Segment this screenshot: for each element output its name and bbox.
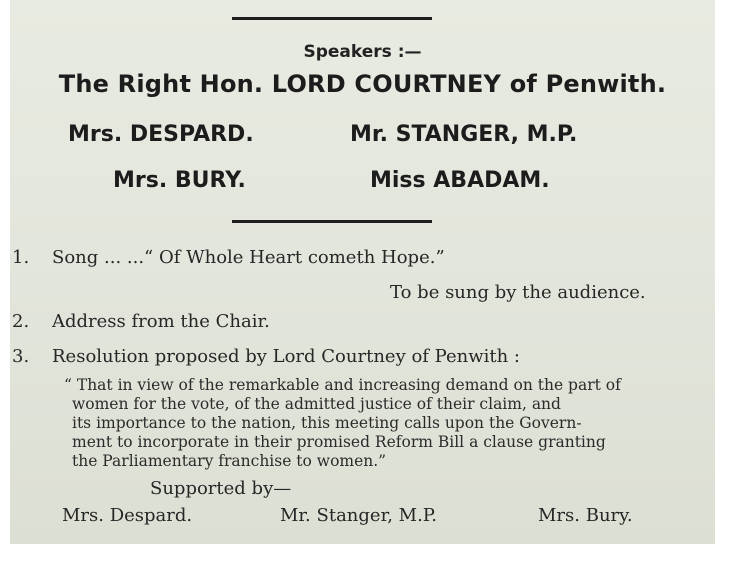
resolution-line: women for the vote, of the admitted justice of their claim, and [72, 395, 561, 413]
speaker-bury: Mrs. BURY. [113, 168, 246, 193]
supporter-bury: Mrs. Bury. [538, 505, 633, 526]
supported-by-label: Supported by— [150, 478, 292, 499]
item-1-note: To be sung by the audience. [390, 282, 646, 303]
resolution-text [64, 376, 676, 471]
speaker-abadam: Miss ABADAM. [370, 168, 550, 193]
resolution-line: its importance to the nation, this meeting calls upon the Govern- [72, 414, 582, 432]
top-rule [232, 17, 432, 20]
item-2-number: 2. [12, 311, 30, 332]
speaker-stanger: Mr. STANGER, M.P. [350, 122, 578, 147]
speakers-label: Speakers :— [303, 42, 422, 62]
supporter-despard: Mrs. Despard. [62, 505, 193, 526]
item-1-number: 1. [12, 247, 30, 268]
item-1-text: Song ... ...“ Of Whole Heart cometh Hope.” [52, 247, 445, 268]
speaker-despard: Mrs. DESPARD. [68, 122, 254, 147]
resolution-line: “ That in view of the remarkable and increasing demand on the part of [64, 376, 621, 394]
programme-page [10, 0, 715, 544]
resolution-line: ment to incorporate in their promised Reform Bill a clause granting [72, 433, 606, 451]
middle-rule [232, 220, 432, 223]
item-2-text: Address from the Chair. [52, 311, 270, 332]
item-3-number: 3. [12, 346, 30, 367]
main-speaker: The Right Hon. LORD COURTNEY of Penwith. [58, 70, 667, 98]
item-3-text: Resolution proposed by Lord Courtney of Penwith : [52, 346, 520, 367]
supporter-stanger: Mr. Stanger, M.P. [280, 505, 437, 526]
resolution-line: the Parliamentary franchise to women.” [72, 452, 387, 470]
